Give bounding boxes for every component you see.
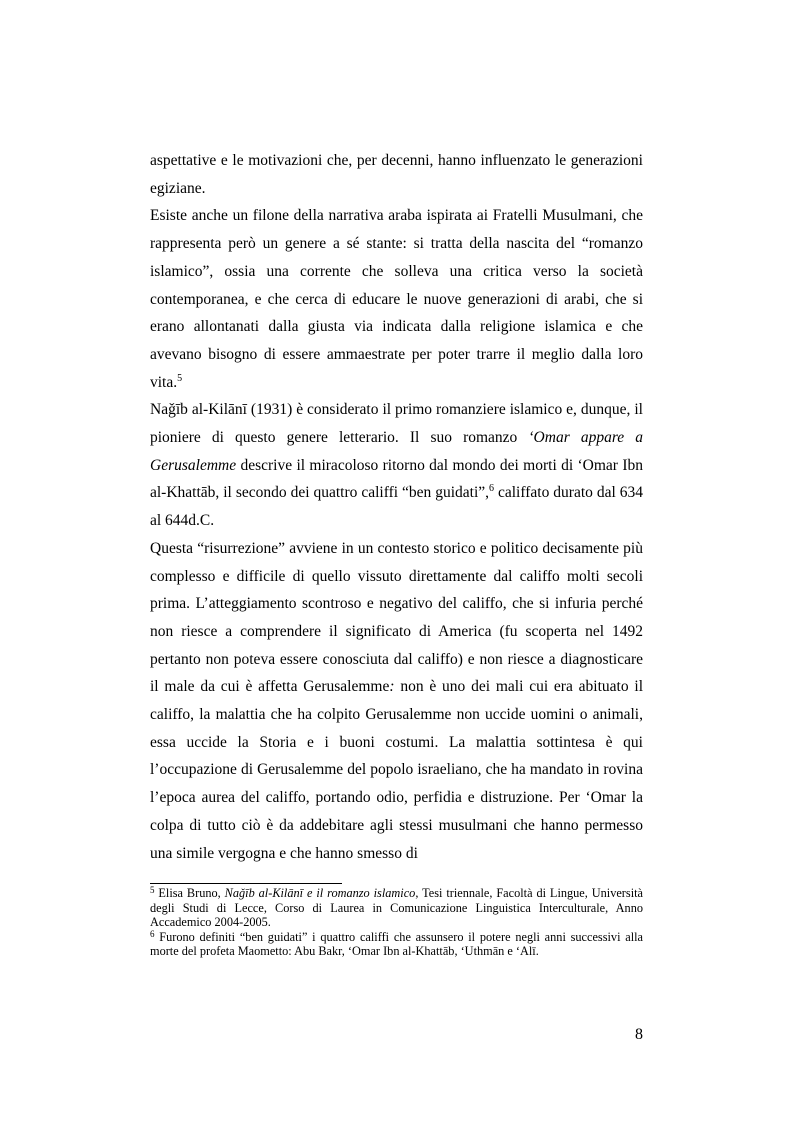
footnote-reference-5[interactable]: 5 xyxy=(177,372,183,384)
footnote-reference-6[interactable]: 6 xyxy=(489,483,495,495)
paragraph-text: non è uno dei mali cui era abituato il califfo, la malattia che ha colpito Gerusalemme non uccide uomini o animali, essa uccide la Storia e i buoni costumi. La malattia sottintesa è qui l’occupazione di Gerusalemme del popolo israeliano, che ha mandato in rovina l’epoca aurea del califfo, portando odio, perfidia e distruzione. Per ‘Omar la colpa di tutto ciò è da addebitare agli stessi musulmani che hanno permesso una simile vergogna e che hanno smesso di xyxy=(150,678,643,862)
paragraph-text: Naǧīb al-Kilānī (1931) è considerato il primo romanziere islamico e, dunque, il pioniere di questo genere letterario. Il suo romanzo xyxy=(150,401,643,447)
paragraph-text: Esiste anche un filone della narrativa araba ispirata ai Fratelli Musulmani, che rappresenta però un genere a sé stante: si tratta della nascita del “romanzo islamico”, ossia una corrente che solleva una critica verso la società contemporanea, e che cerca di educare le nuove generazioni di arabi, che si erano allontanati dalla giusta via indicata dalla religione islamica e che avevano bisogno di essere ammaestrate per poter trarre il meglio dalla loro vita. xyxy=(150,207,643,391)
paragraph xyxy=(150,202,643,396)
paragraph-text: aspettative e le motivazioni che, per decenni, hanno influenzato le generazioni egiziane. xyxy=(150,152,643,197)
paragraph-text: califfato durato dal 634 al 644d.C. xyxy=(150,484,643,530)
thesis-title: Naǧīb al-Kilānī e il romanzo islamico xyxy=(224,886,416,900)
paragraph-text: descrive il miracoloso ritorno dal mondo dei morti di ‘Omar Ibn al-Khattāb, il secondo dei quattro califfi “ben guidati”, xyxy=(150,456,643,502)
footnotes xyxy=(150,886,643,959)
body-text xyxy=(150,147,643,867)
page-number: 8 xyxy=(635,1026,643,1043)
footnote-text: , Tesi triennale, Facoltà di Lingue, Università degli Studi di Lecce, Corso di Laurea in Comunicazione Linguistica Interculturale, Anno Accademico 2004-2005. xyxy=(150,886,643,930)
footnote-number: 5 xyxy=(150,885,155,895)
paragraph xyxy=(150,535,643,867)
italic-colon: : xyxy=(389,678,395,696)
footnote-6 xyxy=(150,930,643,959)
footnote-text: Furono definiti “ben guidati” i quattro califfi che assunsero il potere negli anni successivi alla morte del profeta Maometto: Abu Bakr, ‘Omar Ibn al-Khattāb, ‘Uthmān e ‘Alī. xyxy=(150,929,643,959)
paragraph-text: Questa “risurrezione” avviene in un contesto storico e politico decisamente più complesso e difficile di quello vissuto direttamente dal califfo molti secoli prima. L’atteggiamento scontroso e negativo del califfo, che si infuria perché non riesce a comprendere il significato di America (fu scoperta nel 1492 pertanto non poteva essere conosciuta dal califfo) e non riesce a diagnosticare il male da cui è affetta Gerusalemme xyxy=(150,539,643,696)
footnote-separator xyxy=(150,883,342,884)
paragraph xyxy=(150,396,643,535)
paragraph xyxy=(150,147,643,202)
footnote-number: 6 xyxy=(150,928,155,939)
novel-title: ‘Omar appare a Gerusalemme xyxy=(150,429,643,474)
footnote-5 xyxy=(150,886,643,930)
footnote-text: Elisa Bruno, xyxy=(154,886,225,900)
